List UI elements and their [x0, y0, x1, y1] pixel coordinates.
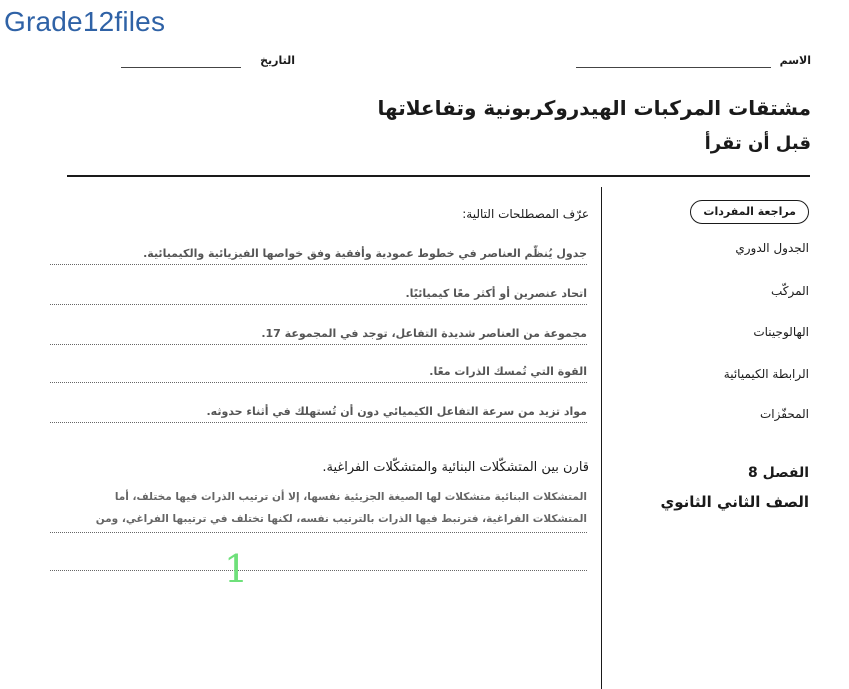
- answer-rule[interactable]: [50, 532, 587, 533]
- date-label: التاريخ: [260, 54, 295, 67]
- definition-answer[interactable]: جدول يُنظّم العناصر في خطوط عمودية وأفقية وفق خواصها الفيزيائية والكيميائية.: [50, 243, 587, 265]
- column-divider: [601, 187, 602, 689]
- term-halogens: الهالوجينات: [753, 325, 809, 339]
- definition-answer[interactable]: اتحاد عنصرين أو أكثر معًا كيميائيًا.: [50, 283, 587, 305]
- page-title: مشتقات المركبات الهيدروكربونية وتفاعلاتها: [377, 96, 811, 120]
- name-field-line[interactable]: [576, 67, 771, 68]
- name-date-row: [0, 52, 849, 72]
- term-catalysts: المحفّزات: [760, 407, 809, 421]
- page-subtitle: قبل أن تقرأ: [704, 133, 811, 154]
- term-periodic-table: الجدول الدوري: [735, 241, 809, 255]
- name-label: الاسم: [779, 54, 811, 67]
- chapter-label: الفصل 8: [747, 465, 809, 481]
- instruction-compare: قارن بين المتشكّلات البنائية والمتشكّلات الفراغية.: [322, 460, 589, 475]
- vocab-review-badge: مراجعة المفردات: [690, 200, 809, 224]
- instruction-define: عرّف المصطلحات التالية:: [462, 207, 589, 221]
- term-compound: المركّب: [770, 284, 809, 298]
- definition-answer[interactable]: مجموعة من العناصر شديدة التفاعل، توجد في المجموعة 17.: [50, 323, 587, 345]
- answer-rule[interactable]: [50, 570, 587, 571]
- title-divider: [67, 175, 810, 177]
- term-chemical-bond: الرابطة الكيميائية: [723, 367, 809, 381]
- date-field-line[interactable]: [121, 67, 241, 68]
- definition-answer[interactable]: مواد تزيد من سرعة التفاعل الكيميائي دون أن تُستهلك في أثناء حدوثه.: [50, 401, 587, 423]
- definition-answer[interactable]: القوة التي تُمسك الذرات معًا.: [50, 361, 587, 383]
- answer-line[interactable]: المتشكلات البنائية متشكلات لها الصيغة الجزيئية نفسها، إلا أن ترتيب الذرات فيها مختلف، أما: [114, 491, 587, 503]
- answer-line[interactable]: المتشكلات الفراغية، فترتبط فيها الذرات بالترتيب نفسه، لكنها تختلف في ترتيبها الفراغي، ومن: [95, 513, 587, 525]
- handwritten-mark: 1: [224, 547, 249, 591]
- watermark: Grade12files: [4, 6, 166, 37]
- grade-label: الصف الثاني الثانوي: [660, 493, 809, 511]
